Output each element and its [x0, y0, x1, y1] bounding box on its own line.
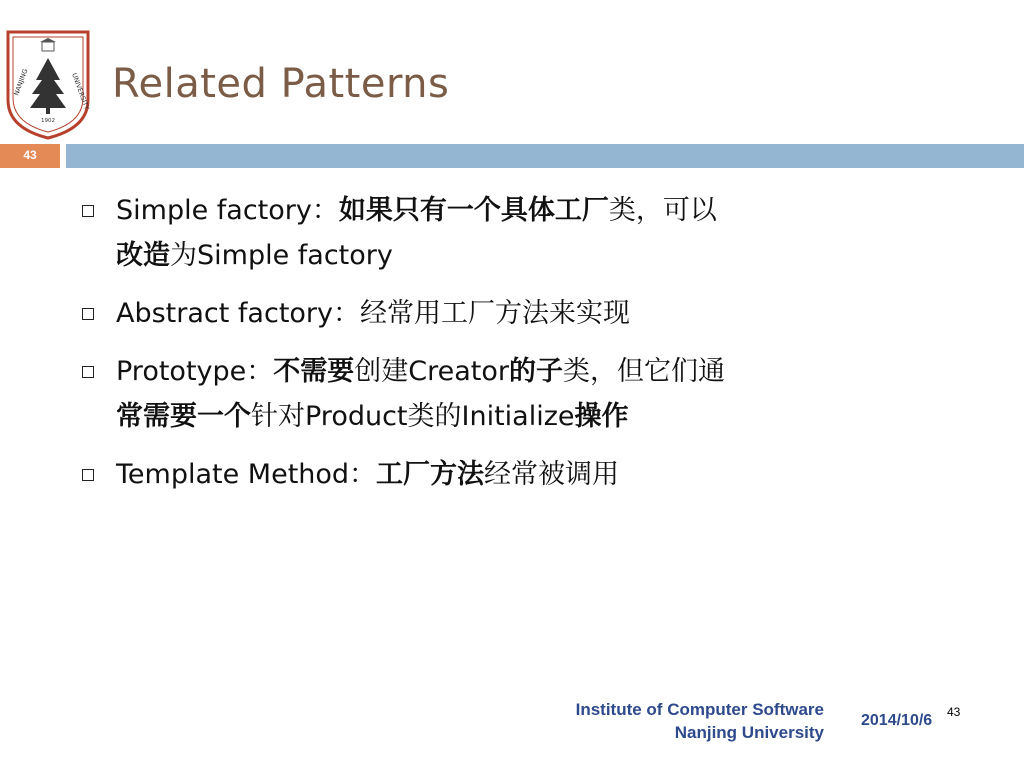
bullet-text: 常需要一个: [116, 401, 251, 432]
bullet-text: Prototype：: [116, 356, 274, 387]
bullet-list: [80, 188, 960, 510]
bullet-text: 如果只有一个具体工厂: [338, 195, 609, 226]
bullet-text: 为Simple factory: [170, 240, 393, 271]
bullet-text: 的子: [509, 356, 563, 387]
bullet-line: [116, 452, 960, 497]
bullet-line: [116, 349, 960, 394]
bullet-text: 操作: [574, 401, 629, 432]
bullet-text: 不需要: [273, 356, 355, 387]
bullet-item: [80, 452, 960, 497]
svg-text:UNIVERSITY: UNIVERSITY: [70, 71, 91, 111]
svg-text:NANJING: NANJING: [12, 67, 30, 97]
bullet-square-icon: [82, 308, 94, 320]
bullet-text: 经常被调用: [484, 459, 620, 490]
bullet-line: [116, 291, 960, 336]
bullet-text: 改造: [116, 240, 170, 271]
slide-title: Related Patterns: [112, 61, 450, 107]
bullet-line: [116, 394, 960, 439]
header-rule-bar: [66, 144, 1024, 168]
bullet-line: [116, 188, 960, 233]
bullet-text: 类，但它们通: [563, 356, 725, 387]
bullet-text: Template Method：: [116, 459, 377, 490]
bullet-text: Abstract factory：经常用工厂方法来实现: [116, 298, 631, 329]
bullet-square-icon: [82, 205, 94, 217]
bullet-text: 类，可以: [608, 195, 717, 226]
footer-institute-line1: Institute of Computer Software: [575, 700, 824, 719]
university-logo: [4, 28, 92, 140]
bullet-item: [80, 291, 960, 336]
bullet-square-icon: [82, 366, 94, 378]
footer-institute: [576, 698, 824, 744]
bullet-text: Simple factory：: [116, 195, 339, 226]
footer-institute-line2: Nanjing University: [674, 723, 824, 742]
bullet-square-icon: [82, 469, 94, 481]
footer-date: 2014/10/6: [861, 712, 933, 729]
logo-year: 1902: [41, 118, 55, 124]
bullet-line: [116, 233, 960, 278]
bullet-item: [80, 349, 960, 439]
slide-number: 43: [23, 148, 37, 162]
bullet-item: [80, 188, 960, 278]
bullet-text: 针对Product类的Initialize: [251, 401, 575, 432]
footer-page-number: 43: [947, 705, 961, 719]
bullet-text: 创建Creator: [354, 356, 509, 387]
bullet-text: 工厂方法: [376, 459, 485, 490]
